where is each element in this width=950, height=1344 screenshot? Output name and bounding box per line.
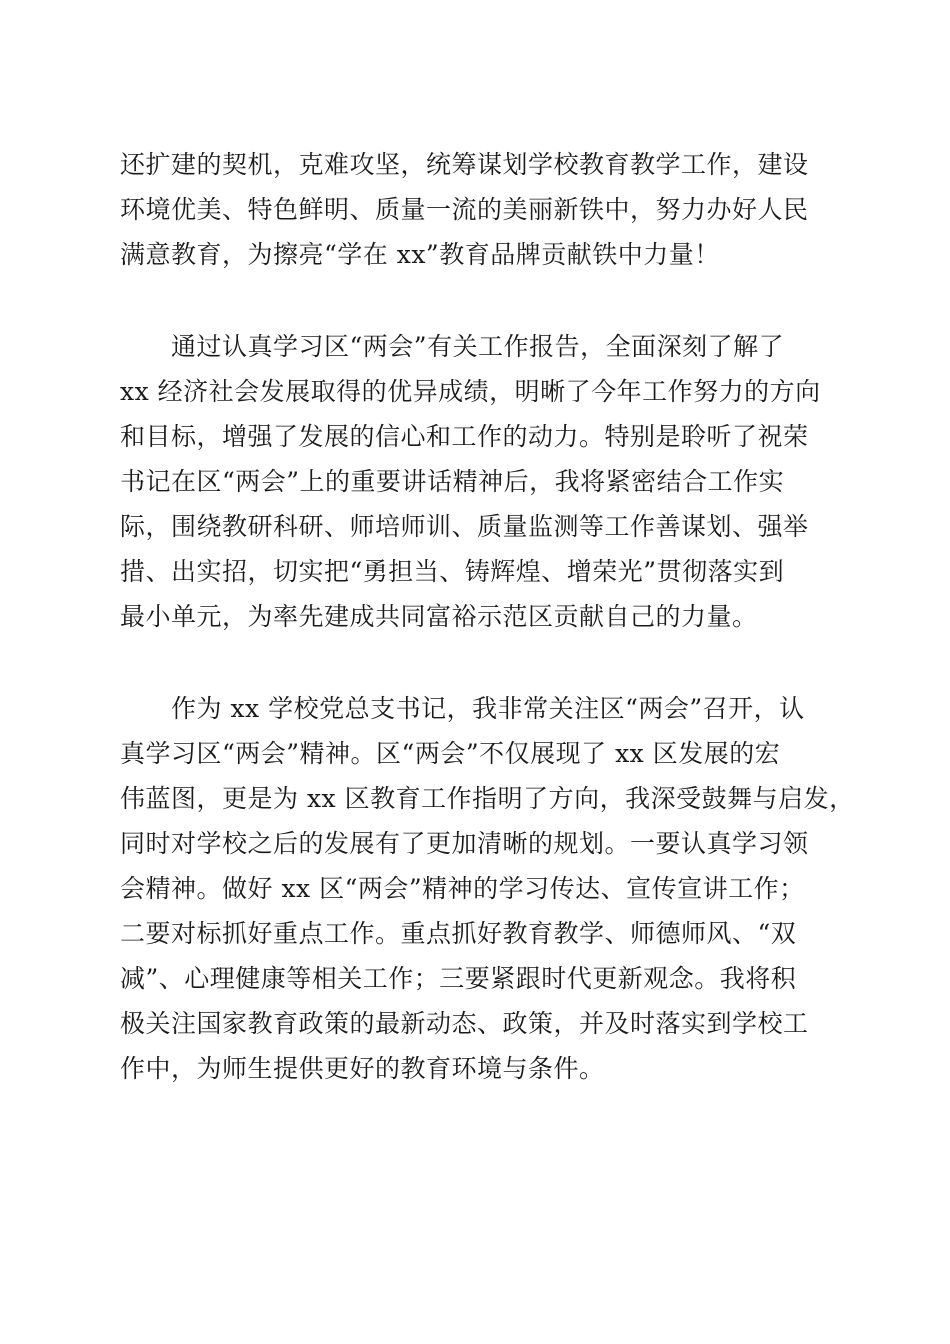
paragraph-1 <box>120 142 840 277</box>
text-line: 真学习区“两会”精神。区“两会”不仅展现了 xx 区发展的宏 <box>120 739 781 768</box>
document-body <box>120 142 855 1091</box>
text-line: 最小单元，为率先建成共同富裕示范区贡献自己的力量。 <box>120 602 758 631</box>
text-line: 会精神。做好 xx 区“两会”精神的学习传达、宣传宣讲工作； <box>120 874 805 903</box>
paragraph-gap <box>120 639 840 686</box>
paragraph-3 <box>120 686 855 1091</box>
text-line: 还扩建的契机，克难攻坚，统筹谋划学校教育教学工作，建设 <box>120 150 809 179</box>
text-line: 伟蓝图，更是为 xx 区教育工作指明了方向，我深受鼓舞与启发， <box>120 784 855 813</box>
text-line: 作中，为师生提供更好的教育环境与条件。 <box>120 1054 605 1083</box>
text-line: 和目标，增强了发展的信心和工作的动力。特别是聆听了祝荣 <box>120 422 809 451</box>
text-line: 际，围绕教研科研、师培师训、质量监测等工作善谋划、强举 <box>120 512 809 541</box>
text-line: xx 经济社会发展取得的优异成绩，明晰了今年工作努力的方向 <box>120 377 821 406</box>
text-line: 作为 xx 学校党总支书记，我非常关注区“两会”召开，认 <box>120 694 805 723</box>
text-line: 满意教育，为擦亮“学在 xx”教育品牌贡献铁中力量！ <box>120 240 720 269</box>
paragraph-gap <box>120 277 840 324</box>
paragraph-2 <box>120 324 840 639</box>
text-line: 通过认真学习区“两会”有关工作报告，全面深刻了解了 <box>120 332 785 361</box>
text-line: 书记在区“两会”上的重要讲话精神后，我将紧密结合工作实 <box>120 467 785 496</box>
text-line: 措、出实招，切实把“勇担当、铸辉煌、增荣光”贯彻落实到 <box>120 557 785 586</box>
text-line: 减”、心理健康等相关工作；三要紧跟时代更新观念。我将积 <box>120 964 797 993</box>
text-line: 二要对标抓好重点工作。重点抓好教育教学、师德师风、“双 <box>120 919 797 948</box>
text-line: 环境优美、特色鲜明、质量一流的美丽新铁中，努力办好人民 <box>120 195 809 224</box>
text-line: 同时对学校之后的发展有了更加清晰的规划。一要认真学习领 <box>120 829 809 858</box>
text-line: 极关注国家教育政策的最新动态、政策，并及时落实到学校工 <box>120 1009 809 1038</box>
